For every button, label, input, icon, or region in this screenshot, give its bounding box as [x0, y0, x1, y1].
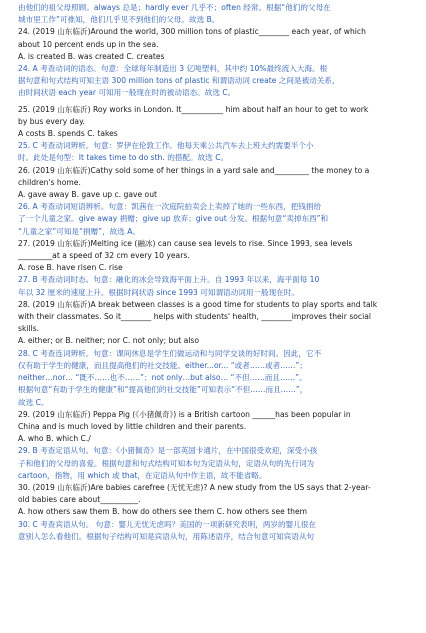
- question-line: skills.: [18, 324, 40, 334]
- answer-explanation-line: 29. B 考查定语从句。句意：《小猪佩奇》是一部英国卡通片，在中国很受欢迎，深受小孩: [18, 446, 318, 456]
- question-line: 29. (2019 山东临沂) Peppa Pig (《小猪佩奇》) is a British cartoon ______has been popular in: [18, 409, 351, 419]
- answer-explanation-line: 了一个儿童之家。give away 捐赠；give up 放弃；give out 分发。根据句意“卖掉东西”和: [18, 214, 329, 224]
- question-line: A. who B. which C./: [18, 434, 91, 444]
- answer-explanation-line: 26. A 考查动词短语辨析。句意：凯茜在一次庭院拍卖会上卖掉了她的一些东西，把钱捐给: [18, 202, 322, 212]
- answer-explanation-line: 据句意和句式结构可知主语 300 million tons of plastic 和谓语动词 create 之间是被动关系，: [18, 76, 340, 86]
- question-line: about 10 percent ends up in the sea.: [18, 39, 159, 49]
- answer-explanation-line: 28. C 考查连词辨析。句意：课间休息是学生们做运动和与同学交谈的好时间。因此，它不: [18, 348, 322, 358]
- question-line: _________at a speed of 32 cm every 10 years.: [18, 251, 190, 261]
- question-line: with their classmates. So it________ helps with students' health, ________improves their social: [18, 312, 371, 322]
- question-line: A. rose B. have risen C. rise: [18, 263, 123, 273]
- answer-explanation-line: 故选 C。: [18, 397, 49, 407]
- question-line: by bus every day.: [18, 116, 85, 126]
- answer-explanation-line: 由时间状语 each year 可知用一般现在时的被动语态。故选 C。: [18, 88, 236, 98]
- question-line: 26. (2019 山东临沂)Cathy sold some of her things in a yard sale and_________ the money to a: [18, 165, 370, 175]
- answer-explanation-line: 时。此处是句型：It takes time to do sth. 的搭配。故选 C。: [18, 153, 229, 163]
- answer-explanation-line: 意别人怎么看他们。根据句子结构可知是宾语从句，用陈述语序，结合句意可知宾语从句: [18, 531, 315, 541]
- answer-explanation-line: 25. C 考查动词辨析。句意：罗伊在伦敦工作。他每天乘公共汽车去上班大约需要半个小: [18, 141, 314, 151]
- answer-explanation-line: 24. A 考查动词的语态。句意：全球每年制造出 3 亿吨塑料，其中约 10%最终流入大海。根: [18, 64, 328, 74]
- question-line: A. how others saw them B. how do others see them C. how others see them: [18, 507, 308, 517]
- answer-explanation-line: 年以 32 厘米的速度上升。根据时间状语 since 1993 可知谓语动词用一般现在时。: [18, 287, 299, 297]
- question-line: A. gave away B. gave up c. gave out: [18, 190, 157, 200]
- question-line: 25. (2019 山东临沂) Roy works in London. It___________ him about half an hour to get to work: [18, 104, 369, 114]
- question-line: 30. (2019 山东临沂)Are babies carefree (无忧无虑)? A new study from the US says that 2-year-: [18, 482, 371, 492]
- question-line: A. either; or B. neither; nor C. not only; but also: [18, 336, 199, 346]
- answer-explanation-line: 由他们的祖父母照顾。always 总是；hardly ever 几乎不；often 经常。根据“他们的父母在: [18, 3, 331, 12]
- question-line: China and is much loved by little children and their parents.: [18, 421, 247, 431]
- answer-explanation-line: 27. B 考查动词时态。句意：融化的冰会导致海平面上升。自 1993 年以来，海平面每 10: [18, 275, 320, 285]
- answer-explanation-line: “儿童之家”可知是“捐赠”，故选 A。: [18, 226, 141, 236]
- answer-explanation-line: neither…nor… “既不……也不……”；not only…but also… “不但……而且……”。: [18, 373, 307, 383]
- question-line: old babies care about__________.: [18, 495, 141, 505]
- question-line: A. is created B. was created C. creates: [18, 51, 165, 61]
- answer-explanation-line: 城市里工作”可推知，他们几乎见不到他们的父母。故选 B。: [18, 15, 220, 25]
- answer-explanation-line: 仅有助于学生的健康，而且提高他们的社交技能。either...or... “或者……或者……”；: [18, 360, 307, 370]
- answer-explanation-line: 子和他们的父母的喜爱。根据句意和句式结构可知本句为定语从句，定语从句的先行词为: [18, 458, 315, 468]
- question-line: A costs B. spends C. takes: [18, 129, 118, 139]
- answer-explanation-line: 30. C 考查宾语从句。 句意：婴儿无忧无虑吗？美国的一项新研究表明，两岁的婴儿很在: [18, 519, 316, 529]
- answer-explanation-line: 根据句意“有助于学生的健康”和“提高他们的社交技能”可知表示“不但……而且……”，: [18, 385, 308, 395]
- question-line: 28. (2019 山东临沂)A break between classes is a good time for students to play sports and talk: [18, 299, 378, 309]
- question-line: children's home.: [18, 177, 81, 187]
- question-line: 27. (2019 山东临沂)Melting ice (融冰) can cause sea levels to rise. Since 1993, sea levels: [18, 238, 353, 248]
- answer-explanation-line: cartoon，指物，用 which 或 that，在定语从句中作主语，故不能省略。: [18, 470, 267, 480]
- question-line: 24. (2019 山东临沂)Around the world, 300 million tons of plastic________ each year, of which: [18, 27, 366, 37]
